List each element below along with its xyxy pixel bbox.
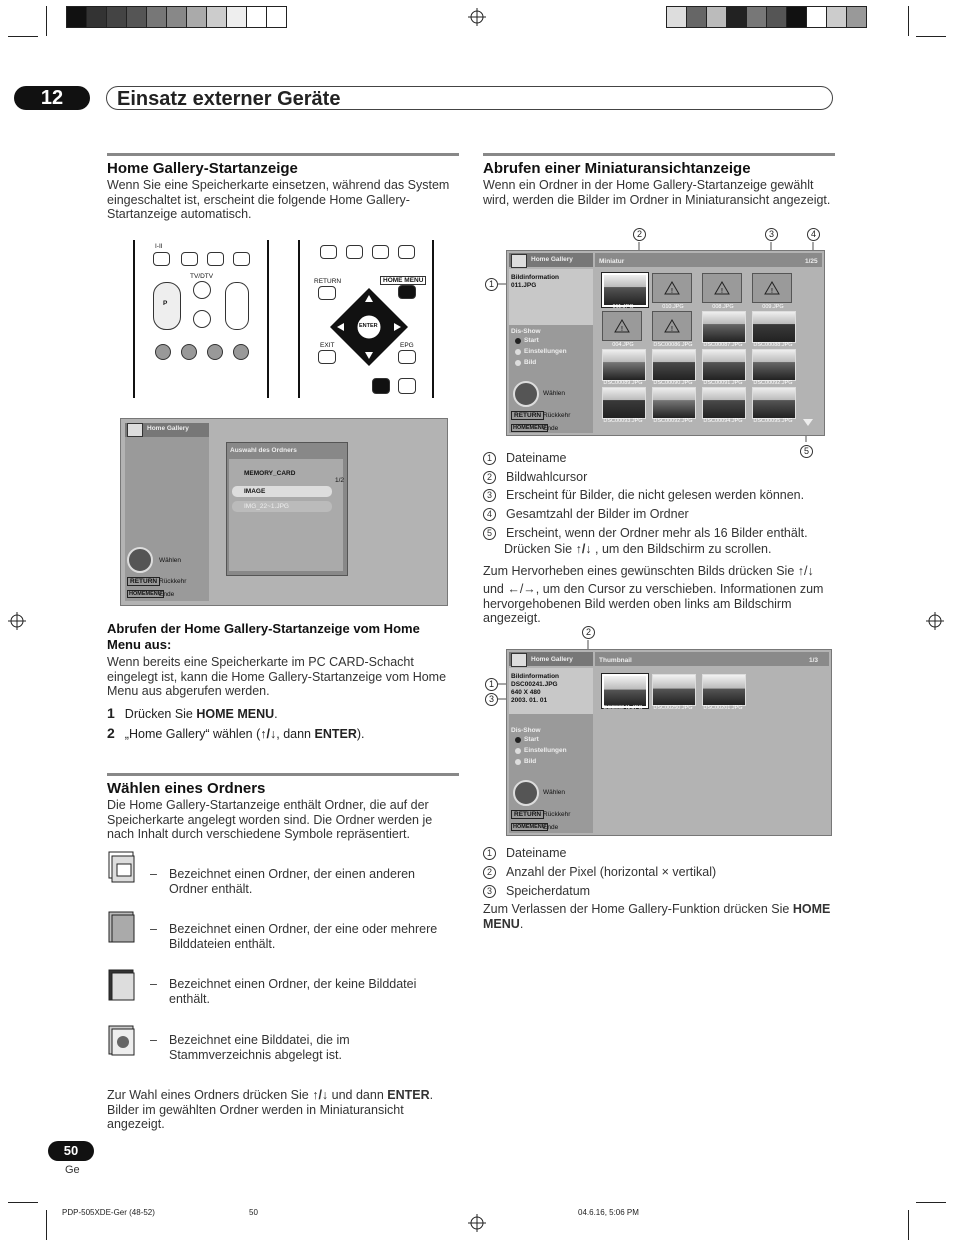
legend2-item-3: 3 Speicherdatum: [483, 884, 590, 898]
i-ii-label: I-II: [155, 243, 163, 250]
nav-pad-icon: [127, 547, 153, 573]
section-rule: [107, 153, 459, 156]
remote-button[interactable]: [398, 245, 415, 259]
thumbnail-label: DSC00087.JPG: [703, 342, 743, 348]
return-key: RETURN: [511, 411, 544, 420]
unreadable-image-thumbnail[interactable]: [702, 273, 742, 303]
view-bar: [595, 253, 822, 267]
warning-icon: [653, 274, 691, 302]
crop-mark: [46, 6, 47, 36]
exit-label: EXIT: [320, 342, 335, 349]
folder-type-dash: –: [150, 977, 157, 991]
callout-2: 2: [633, 228, 646, 241]
folder-box: [226, 442, 348, 576]
image-thumbnail[interactable]: [602, 273, 648, 307]
callout-2: 2: [582, 626, 595, 639]
remote-button[interactable]: [233, 252, 250, 266]
thumbnail-label: 010.JPG: [662, 304, 684, 310]
remote-button[interactable]: [372, 378, 390, 394]
image-thumbnail[interactable]: [652, 674, 696, 706]
page-number-badge: 50: [48, 1141, 94, 1161]
dis-show-label: Dis-Show: [511, 727, 541, 734]
thumbnail-label: DSC00089.JPG: [603, 380, 643, 386]
folder-item-memory-card[interactable]: MEMORY_CARD: [244, 470, 296, 477]
rueckkehr-label: Rückkehr: [159, 578, 187, 585]
folder-type-desc: Bezeichnet einen Ordner, der einen anderen Ordner enthält.: [169, 867, 416, 896]
thumbnail-label: DSC00250.JPG: [653, 705, 693, 711]
dis-show-label: Dis-Show: [511, 328, 541, 335]
crop-mark: [46, 1210, 47, 1240]
crop-mark: [8, 36, 38, 37]
radio-einstellungen[interactable]: [515, 748, 521, 754]
start-label: Start: [524, 337, 539, 344]
crop-mark: [916, 1202, 946, 1203]
thumbnail-label: 004.JPG: [612, 342, 634, 348]
image-thumbnail[interactable]: [652, 349, 696, 381]
folder-with-images-icon: [107, 910, 137, 944]
bild-label: Bild: [524, 359, 537, 366]
callout-1: 1: [485, 678, 498, 691]
section-text: Wenn ein Ordner in der Home Gallery-Startanzeige gewählt wird, werden die Bilder im Ordner in Miniaturansicht angezeigt.: [483, 178, 831, 207]
folder-with-folders-icon: [107, 850, 137, 884]
color-button-yellow[interactable]: [207, 344, 223, 360]
legend2-item-1: 1 Dateiname: [483, 846, 566, 860]
image-thumbnail[interactable]: [702, 674, 746, 706]
info-label: Bildinformation: [511, 274, 560, 281]
crop-mark: [8, 1202, 38, 1203]
warning-icon: [703, 274, 741, 302]
registration-bar-left: [66, 6, 287, 28]
folder-item-file-label: IMG_22~1.JPG: [244, 503, 289, 510]
thumbnail-label: DSC00094.JPG: [703, 418, 743, 424]
gallery-icon: [511, 254, 527, 268]
return-key: RETURN: [127, 577, 160, 586]
thumbnail-label: 011.JPG: [612, 304, 634, 310]
thumbnail-label: DSC00095.JPG: [753, 418, 793, 424]
legend-item-4: 4 Gesamtzahl der Bilder im Ordner: [483, 507, 689, 521]
homemenu-key: HOMEMENU: [513, 824, 546, 830]
image-thumbnail[interactable]: [702, 349, 746, 381]
image-thumbnail[interactable]: [602, 349, 646, 381]
up-down-arrow-icon: ↑/↓: [260, 727, 277, 741]
image-file-icon: [107, 1024, 137, 1058]
image-info-screen: [506, 649, 832, 836]
callout-1: 1: [485, 278, 498, 291]
cursor-move-text-1: Zum Hervorheben eines gewünschten Bilds drücken Sie ↑/↓: [483, 564, 814, 578]
remote-button[interactable]: [372, 245, 389, 259]
ende-label: Ende: [159, 591, 175, 598]
gallery-icon: [127, 423, 143, 437]
waehlen-label: Wählen: [543, 789, 566, 796]
i-ii-button[interactable]: [153, 252, 170, 266]
section-title-home-gallery: Home Gallery-Startanzeige: [107, 160, 298, 177]
remote-button[interactable]: [207, 252, 224, 266]
info-label: Bildinformation: [511, 673, 560, 680]
thumbnail-label: DSC00092.JPG: [653, 418, 693, 424]
thumbnail-screen: [506, 250, 825, 436]
image-thumbnail[interactable]: [602, 674, 648, 708]
unreadable-image-thumbnail[interactable]: [652, 273, 692, 303]
empty-folder-icon: [107, 968, 137, 1002]
warning-icon: [753, 274, 791, 302]
unreadable-image-thumbnail[interactable]: [752, 273, 792, 303]
svg-text:!: !: [771, 288, 773, 295]
section-title-miniatur: Abrufen einer Miniaturansichtanzeige: [483, 160, 751, 177]
svg-text:!: !: [671, 326, 673, 333]
thumbnail-label: DSC00241.JPG: [603, 705, 643, 711]
folder-type-desc: Bezeichnet eine Bilddatei, die im Stammverzeichnis abgelegt ist.: [169, 1033, 350, 1062]
waehlen-label: Wählen: [543, 390, 566, 397]
home-gallery-start-screen: [120, 418, 448, 606]
image-thumbnail[interactable]: [752, 387, 796, 419]
rueckkehr-label: Rückkehr: [543, 412, 571, 419]
language-code: Ge: [65, 1164, 80, 1176]
epg-label: EPG: [400, 342, 414, 349]
registration-target-icon: [468, 1214, 486, 1232]
page-count: 1/3: [809, 657, 819, 664]
legend-item-2: 2 Bildwahlcursor: [483, 470, 587, 484]
remote-button[interactable]: [346, 245, 363, 259]
einstellungen-label: Einstellungen: [524, 348, 567, 355]
callout-3: 3: [765, 228, 778, 241]
crop-mark: [916, 36, 946, 37]
section-rule: [107, 773, 459, 776]
legend-item-5-cont: Drücken Sie ↑/↓ , um den Bildschirm zu scrollen.: [504, 542, 772, 556]
legend-item-5: 5 Erscheint, wenn der Ordner mehr als 16 Bilder enthält.: [483, 526, 808, 540]
image-thumbnail[interactable]: [752, 311, 796, 343]
unreadable-image-thumbnail[interactable]: [652, 311, 692, 341]
footer-date: 04.6.16, 5:06 PM: [578, 1208, 639, 1217]
waehlen-label: Wählen: [159, 557, 182, 564]
section-text: Wenn Sie eine Speicherkarte einsetzen, während das System eingeschaltet ist, erscheint die folgende Home Gallery-Startanzeige automatisch.: [107, 178, 450, 222]
thumbnail-label: DSC00088.JPG: [753, 342, 793, 348]
section-rule: [483, 153, 835, 156]
color-button-red[interactable]: [155, 344, 171, 360]
warning-icon: [603, 312, 641, 340]
program-label: P: [163, 300, 168, 307]
callout-3: 3: [485, 693, 498, 706]
folder-type-dash: –: [150, 867, 157, 881]
exit-text: Zum Verlassen der Home Gallery-Funktion drücken Sie HOME MENU.: [483, 902, 831, 931]
step-1: 1 Drücken Sie HOME MENU.: [107, 705, 278, 721]
svg-text:!: !: [721, 288, 723, 295]
nav-pad-icon: [513, 381, 539, 407]
folder-type-dash: –: [150, 1033, 157, 1047]
exit-button[interactable]: [318, 350, 336, 364]
einstellungen-label: Einstellungen: [524, 747, 567, 754]
image-thumbnail[interactable]: [702, 311, 746, 343]
thumbnail-label: DSC00090.JPG: [653, 380, 693, 386]
step-2: 2 „Home Gallery“ wählen (↑/↓, dann ENTER).: [107, 725, 365, 741]
image-thumbnail[interactable]: [652, 387, 696, 419]
tvdtv-label: TV/DTV: [190, 273, 214, 280]
legend-item-3: 3 Erscheint für Bilder, die nicht gelesen werden können.: [483, 488, 804, 502]
scroll-down-icon[interactable]: [803, 419, 813, 426]
warning-icon: [653, 312, 691, 340]
section-text: Die Home Gallery-Startanzeige enthält Ordner, die auf der Speicherkarte angelegt worden sind. Die Ordner werden je nach Inhalt durch verschiedene Symbole repräsentiert.: [107, 798, 433, 842]
epg-button[interactable]: [398, 350, 416, 364]
thumbnail-label: DSC00091.JPG: [703, 380, 743, 386]
view-name: Miniatur: [599, 258, 625, 265]
section-end-text: Zur Wahl eines Ordners drücken Sie ↑/↓ und dann ENTER. Bilder im gewählten Ordner werden in Miniaturansicht angezeigt.: [107, 1088, 434, 1132]
image-thumbnail[interactable]: [602, 387, 646, 419]
svg-text:!: !: [621, 326, 623, 333]
callout-5: 5: [800, 445, 813, 458]
up-down-arrow-icon: ↑/↓: [312, 1088, 329, 1102]
registration-target-icon: [468, 8, 486, 26]
folder-type-desc: Bezeichnet einen Ordner, der eine oder mehrere Bilddateien enthält.: [169, 922, 438, 951]
return-key: RETURN: [511, 810, 544, 819]
remote-illustration-left: [133, 240, 269, 398]
thumbnail-label: 008.JPG: [712, 304, 734, 310]
radio-bild[interactable]: [515, 759, 521, 765]
registration-target-icon: [8, 612, 26, 630]
remote-illustration-right: [298, 240, 434, 398]
cursor-move-text-2: und ←/→, um den Cursor zu verschieben. Informationen zum hervorgehobenen Bild werden oben links am Bildschirm angezeigt.: [483, 582, 824, 626]
image-thumbnail[interactable]: [752, 349, 796, 381]
screen-title: Home Gallery: [147, 425, 189, 432]
image-thumbnail[interactable]: [702, 387, 746, 419]
thumbnail-label: DSC00086.JPG: [653, 342, 693, 348]
bild-label: Bild: [524, 758, 537, 765]
thumbnail-label: DSC00093.JPG: [603, 418, 643, 424]
enter-label: ENTER: [359, 323, 378, 329]
volume-rocker-button[interactable]: [225, 282, 249, 330]
chapter-number: 12: [14, 86, 90, 110]
ende-label: Ende: [543, 425, 559, 432]
thumbnail-label: DSC00092.JPG: [753, 380, 793, 386]
footer-file: PDP-505XDE-Ger (48-52): [62, 1208, 155, 1217]
folder-type-dash: –: [150, 922, 157, 936]
start-label: Start: [524, 736, 539, 743]
rueckkehr-label: Rückkehr: [543, 811, 571, 818]
callout-4: 4: [807, 228, 820, 241]
unreadable-image-thumbnail[interactable]: [602, 311, 642, 341]
folder-item-image-label: IMAGE: [244, 488, 266, 495]
pixel-count: 640 X 480: [511, 689, 541, 696]
color-button-blue[interactable]: [233, 344, 249, 360]
remote-button[interactable]: [320, 245, 337, 259]
radio-bild[interactable]: [515, 360, 521, 366]
legend2-item-2: 2 Anzahl der Pixel (horizontal × vertikal): [483, 865, 716, 879]
registration-target-icon: [926, 612, 944, 630]
crop-mark: [908, 6, 909, 36]
screen-title: Home Gallery: [531, 656, 573, 663]
footer-num: 50: [249, 1208, 258, 1217]
section-title-ordner: Wählen eines Ordners: [107, 780, 266, 797]
up-down-arrow-icon: ↑/↓: [575, 542, 592, 556]
subsection-text: Wenn bereits eine Speicherkarte im PC CARD-Schacht eingelegt ist, kann die Home Gallery-Startanzeige vom Home Menu aus abgerufen werden.: [107, 655, 447, 699]
file-name: DSC00241.JPG: [511, 681, 558, 688]
color-button-green[interactable]: [181, 344, 197, 360]
file-name: 011.JPG: [511, 282, 537, 289]
remote-button[interactable]: [398, 378, 416, 394]
folder-box-title: Auswahl des Ordners: [230, 447, 297, 454]
screen-title: Home Gallery: [531, 256, 573, 263]
save-date: 2003. 01. 01: [511, 697, 548, 704]
svg-text:!: !: [671, 288, 673, 295]
remote-button[interactable]: [181, 252, 198, 266]
homemenu-key: HOMEMENU: [129, 591, 162, 597]
view-name: Thumbnail: [599, 657, 632, 664]
folder-page: 1/2: [335, 477, 345, 484]
page-count: 1/25: [805, 258, 818, 265]
subsection-title: Abrufen der Home Gallery-Startanzeige vom Home Menu aus:: [107, 621, 420, 652]
ende-label: Ende: [543, 824, 559, 831]
tvdtv-button[interactable]: [193, 281, 211, 299]
gallery-icon: [511, 653, 527, 667]
radio-einstellungen[interactable]: [515, 349, 521, 355]
radio-start[interactable]: [515, 737, 521, 743]
return-label: RETURN: [314, 278, 342, 285]
radio-start[interactable]: [515, 338, 521, 344]
homemenu-key: HOMEMENU: [513, 425, 546, 431]
home-menu-label: HOME MENU: [380, 276, 426, 285]
folder-type-desc: Bezeichnet einen Ordner, der keine Bilddatei enthält.: [169, 977, 417, 1006]
left-panel: [125, 423, 209, 601]
chapter-title: Einsatz externer Geräte: [106, 86, 833, 110]
crop-mark: [908, 1210, 909, 1240]
legend-item-1: 1 Dateiname: [483, 451, 566, 465]
nav-pad-icon: [513, 780, 539, 806]
thumbnail-label: 009.JPG: [762, 304, 784, 310]
registration-bar-right: [666, 6, 867, 28]
thumbnail-label: DSC00201.JPG: [703, 705, 743, 711]
mute-button[interactable]: [193, 310, 211, 328]
